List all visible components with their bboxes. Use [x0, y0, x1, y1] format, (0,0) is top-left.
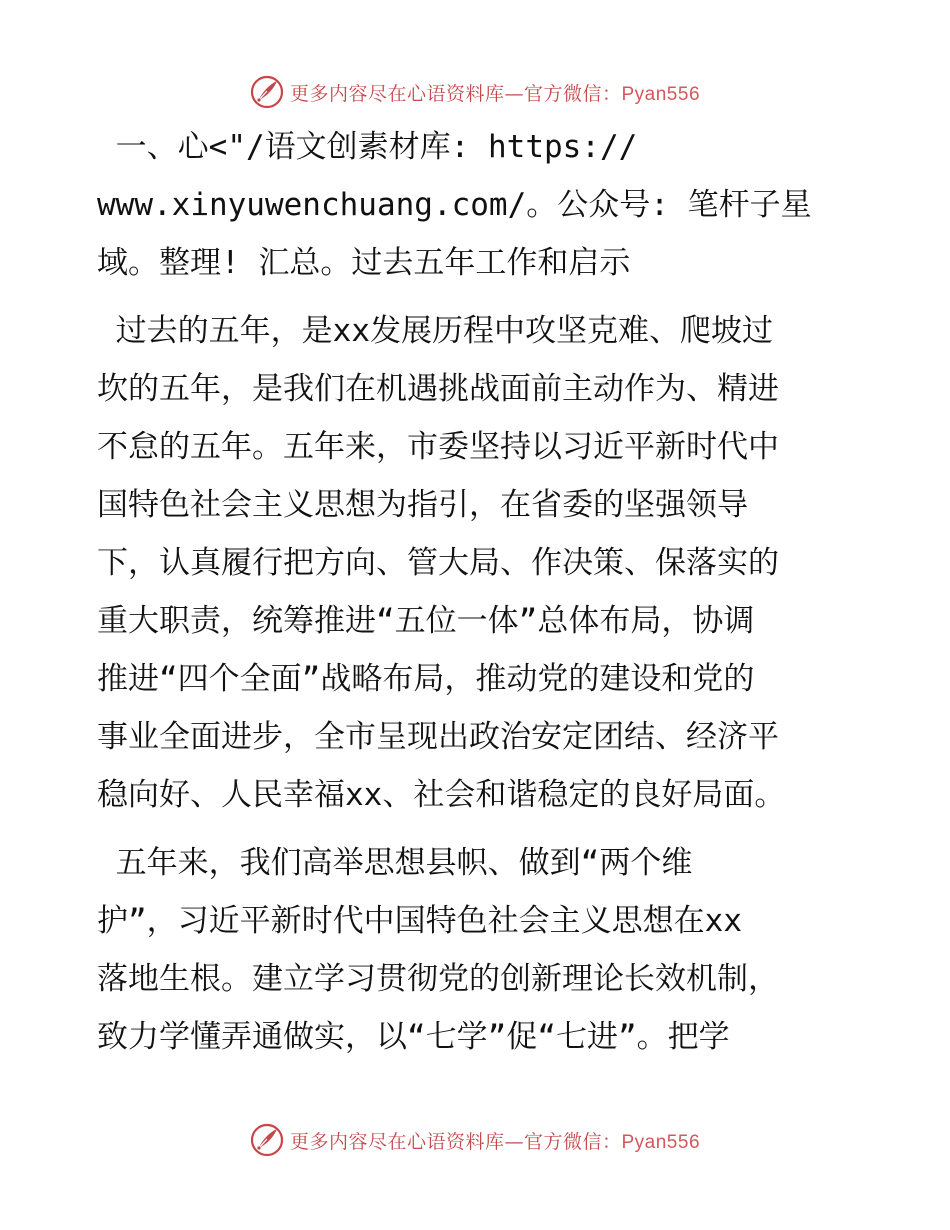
footer-watermark-banner [0, 1120, 950, 1160]
banner-text [290, 79, 700, 106]
feather-pen-logo-icon [250, 1123, 284, 1157]
feather-pen-logo-icon [250, 75, 284, 109]
banner-dash: — [504, 82, 524, 105]
banner-wechat-id: Pyan556 [621, 83, 701, 105]
banner-wechat-label: 官方微信： [523, 82, 622, 105]
banner-text [290, 1127, 700, 1154]
document-body [97, 118, 857, 1066]
banner-wechat-label: 官方微信： [523, 1130, 622, 1153]
banner-dash: — [504, 1130, 524, 1153]
heading-paragraph: 一、心<"/语文创素材库: https:// www.xinyuwenchuang.com/。公众号: 笔杆子星 域。整理! 汇总。过去五年工作和启示 [97, 129, 812, 281]
banner-wechat-id: Pyan556 [621, 1131, 701, 1153]
body-paragraph: 五年来，我们高举思想县帜、做到“两个维 护”，习近平新时代中国特色社会主义思想在xx 落地生根。建立学习贯彻党的创新理论长效机制， 致力学懂弄通做实，以“七学”促“七进”。把学 [97, 845, 779, 1055]
banner-site-text: 更多内容尽在心语资料库 [289, 82, 505, 105]
header-watermark-banner [0, 72, 950, 112]
banner-site-text: 更多内容尽在心语资料库 [289, 1130, 505, 1153]
body-paragraph: 过去的五年，是xx发展历程中攻坚克难、爬坡过 坎的五年，是我们在机遇挑战面前主动作为、精进 不怠的五年。五年来，市委坚持以习近平新时代中 国特色社会主义思想为指引，在省委的坚强领导 下，认真履行把方向、管大局、作决策、保落实的 重大职责，统筹推进“五位一体”总体布局，协调 推进“四个全面”战略布局，推动党的建设和党的 事业全面进步，全市呈现出政治安定团结、经济平 稳向好、人民幸福xx、社会和谐稳定的良好局面。 [97, 313, 786, 813]
